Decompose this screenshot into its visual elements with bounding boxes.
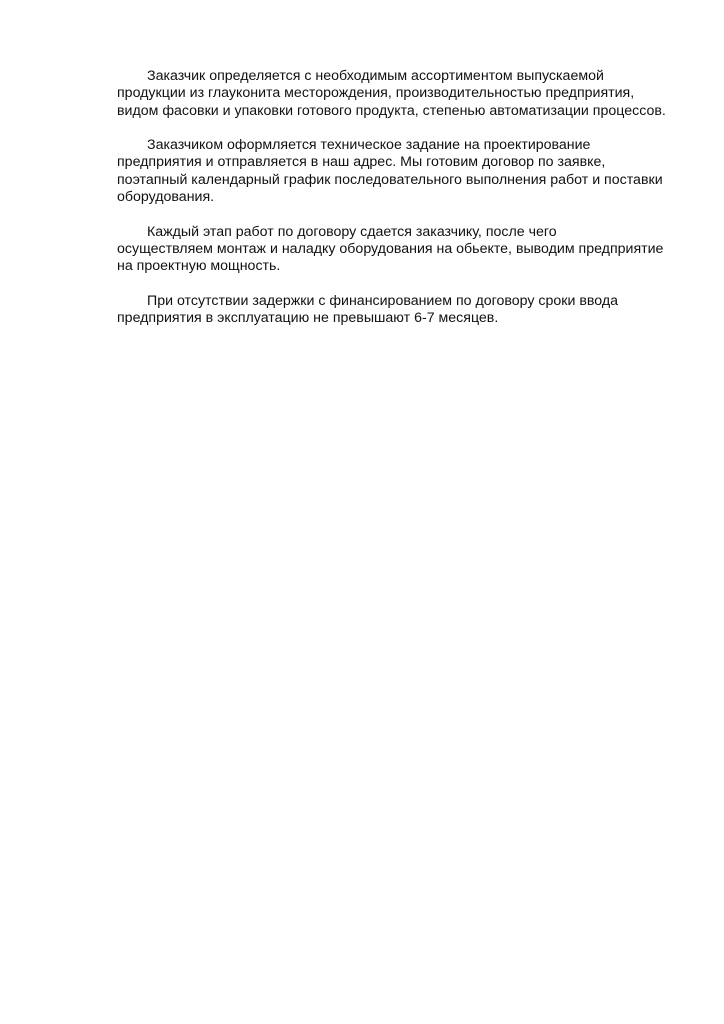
paragraph-line: поэтапный календарный график последовательного выполнения работ и поставки (117, 171, 663, 188)
paragraph-line: на проектную мощность. (117, 258, 281, 275)
paragraph-work-stages (117, 224, 677, 276)
paragraph-line: осуществляем монтаж и наладку оборудования на обьекте, выводим предприятие (117, 240, 664, 257)
paragraph-line: Заказчик определяется с необходимым ассортиментом выпускаемой (147, 68, 604, 84)
paragraph-line: Каждый этап работ по договору сдается заказчику, после чего (147, 223, 557, 240)
paragraph-line: предприятия в эксплуатацию не превышают 6-7 месяцев. (117, 310, 499, 327)
paragraph-line: оборудования. (117, 189, 215, 206)
paragraph-commissioning-terms (117, 293, 677, 328)
paragraph-line: видом фасовки и упаковки готового продукта, степенью автоматизации процессов. (117, 102, 666, 119)
paragraph-line: продукции из глауконита месторождения, производительностью предприятия, (117, 85, 635, 102)
document-body (117, 68, 677, 345)
paragraph-line: Заказчиком оформляется техническое задание на проектирование (147, 137, 591, 154)
paragraph-line: предприятия и отправляется в наш адрес. Мы готовим договор по заявке, (117, 154, 606, 171)
paragraph-line: При отсутствии задержки с финансированием по договору сроки ввода (147, 292, 619, 309)
paragraph-customer-definition (117, 68, 677, 120)
paragraph-technical-assignment (117, 137, 677, 206)
